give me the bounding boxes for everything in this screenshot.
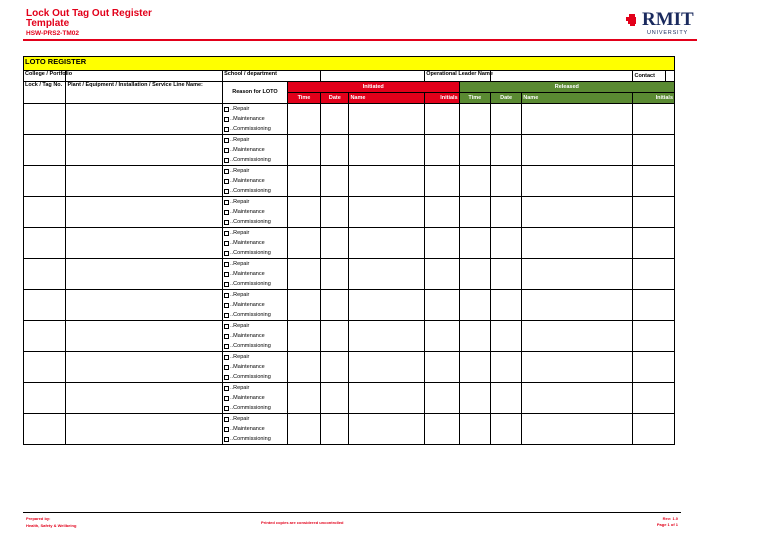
initiated-initials-cell[interactable] [425,135,459,166]
document-code: HSW-PRS2-TM02 [26,30,79,37]
reason-option [224,310,286,320]
reason-option-label: ..Commissioning [230,188,271,194]
reason-option [224,414,286,424]
initiated-name-header: Name [349,93,425,104]
reason-checkbox[interactable] [224,437,229,442]
reason-cell [223,321,288,352]
initiated-name-cell[interactable] [349,321,425,352]
plant-equipment-cell[interactable] [66,228,223,259]
initiated-date-cell[interactable] [321,352,349,383]
lock-tag-cell[interactable] [24,414,66,445]
reason-checkbox[interactable] [224,375,229,380]
initiated-date-cell[interactable] [321,383,349,414]
initiated-time-cell[interactable] [287,104,320,135]
released-initials-cell[interactable] [633,197,675,228]
college-portfolio-field[interactable] [66,71,223,82]
reason-option-label: ..Commissioning [230,436,271,442]
reason-checkbox[interactable] [224,324,229,329]
released-name-cell[interactable] [522,290,633,321]
reason-cell [223,197,288,228]
plant-equipment-cell[interactable] [66,135,223,166]
reason-option-label: ..Commissioning [230,312,271,318]
reason-checkbox[interactable] [224,169,229,174]
reason-option-label: ..Repair [230,106,250,112]
reason-cell [223,352,288,383]
reason-option-label: ..Repair [230,385,250,391]
released-time-cell[interactable] [459,228,490,259]
released-date-cell[interactable] [490,166,521,197]
register-title: LOTO REGISTER [24,57,675,71]
released-initials-cell[interactable] [633,321,675,352]
reason-option-label: ..Maintenance [230,209,265,215]
college-portfolio-label: College / Portfolio [24,71,66,82]
reason-checkbox[interactable] [224,148,229,153]
initiated-name-cell[interactable] [349,290,425,321]
register-row [24,414,675,445]
operational-leader-label: Operational Leader Name [425,71,491,82]
initiated-name-cell[interactable] [349,259,425,290]
register-row [24,290,675,321]
released-time-cell[interactable] [459,383,490,414]
released-initials-cell[interactable] [633,104,675,135]
reason-option [224,124,286,134]
reason-option-label: ..Maintenance [230,147,265,153]
reason-option-label: ..Maintenance [230,364,265,370]
reason-checkbox[interactable] [224,138,229,143]
register-title-row [24,57,675,71]
plant-equipment-cell[interactable] [66,352,223,383]
initiated-date-cell[interactable] [321,104,349,135]
initiated-initials-cell[interactable] [425,104,459,135]
initiated-date-cell[interactable] [321,166,349,197]
reason-option-label: ..Commissioning [230,405,271,411]
register-info-row [24,71,675,82]
header-rule [23,39,697,41]
initiated-date-cell[interactable] [321,197,349,228]
reason-option [224,155,286,165]
plant-equipment-cell[interactable] [66,166,223,197]
reason-option [224,114,286,124]
document-title-line1: Lock Out Tag Out Register [26,8,152,19]
reason-checkbox[interactable] [224,344,229,349]
reason-checkbox[interactable] [224,355,229,360]
released-initials-cell[interactable] [633,166,675,197]
reason-option [224,176,286,186]
reason-option [224,331,286,341]
initiated-date-header: Date [321,93,349,104]
footer-page-number: Page 1 of 1 [656,522,678,527]
reason-option-label: ..Commissioning [230,281,271,287]
reason-option [224,352,286,362]
register-row [24,352,675,383]
reason-option-label: ..Repair [230,137,250,143]
reason-option [224,145,286,155]
plant-equipment-cell[interactable] [66,290,223,321]
document-title [26,9,152,29]
reason-option-label: ..Repair [230,354,250,360]
reason-checkbox[interactable] [224,386,229,391]
initiated-date-cell[interactable] [321,414,349,445]
reason-option [224,403,286,413]
reason-checkbox[interactable] [224,303,229,308]
reason-checkbox[interactable] [224,158,229,163]
reason-option [224,372,286,382]
reason-checkbox[interactable] [224,251,229,256]
column-header-row-1 [24,82,675,93]
released-name-cell[interactable] [522,104,633,135]
rmit-pixel-mark-icon [624,14,642,26]
released-header: Released [459,82,674,93]
reason-option [224,248,286,258]
released-time-cell[interactable] [459,352,490,383]
reason-option-label: ..Repair [230,230,250,236]
released-name-cell[interactable] [522,321,633,352]
reason-option-label: ..Commissioning [230,250,271,256]
reason-checkbox[interactable] [224,179,229,184]
reason-option-label: ..Repair [230,261,250,267]
lock-tag-cell[interactable] [24,321,66,352]
initiated-time-cell[interactable] [287,135,320,166]
reason-option-label: ..Commissioning [230,157,271,163]
released-name-header: Name [522,93,633,104]
operational-leader-field[interactable] [490,71,633,82]
reason-checkbox[interactable] [224,241,229,246]
reason-option [224,424,286,434]
initiated-name-cell[interactable] [349,166,425,197]
reason-option-label: ..Repair [230,292,250,298]
released-initials-cell[interactable] [633,352,675,383]
register-row [24,197,675,228]
lock-tag-cell[interactable] [24,259,66,290]
reason-option-label: ..Commissioning [230,374,271,380]
reason-checkbox[interactable] [224,210,229,215]
released-initials-cell[interactable] [633,383,675,414]
released-time-cell[interactable] [459,166,490,197]
released-time-cell[interactable] [459,414,490,445]
contact-field[interactable] [666,71,674,81]
initiated-date-cell[interactable] [321,228,349,259]
reason-option-label: ..Repair [230,168,250,174]
reason-checkbox[interactable] [224,282,229,287]
released-date-cell[interactable] [490,228,521,259]
reason-option [224,186,286,196]
footer-prepared-by: Health, Safety & Wellbeing [26,523,77,528]
plant-equipment-cell[interactable] [66,383,223,414]
reason-header: Reason for LOTO [223,82,288,104]
register-row [24,383,675,414]
released-name-cell[interactable] [522,383,633,414]
reason-option-label: ..Maintenance [230,116,265,122]
reason-option-label: ..Repair [230,416,250,422]
initiated-header: Initiated [287,82,459,93]
reason-checkbox[interactable] [224,107,229,112]
initiated-name-cell[interactable] [349,228,425,259]
initiated-time-cell[interactable] [287,290,320,321]
reason-option [224,166,286,176]
register-row [24,228,675,259]
reason-checkbox[interactable] [224,117,229,122]
reason-checkbox[interactable] [224,313,229,318]
initiated-date-cell[interactable] [321,259,349,290]
reason-option [224,279,286,289]
reason-checkbox[interactable] [224,272,229,277]
reason-option [224,383,286,393]
initiated-date-cell[interactable] [321,321,349,352]
reason-checkbox[interactable] [224,365,229,370]
released-name-cell[interactable] [522,135,633,166]
register-row [24,321,675,352]
reason-option [224,269,286,279]
reason-option-label: ..Maintenance [230,240,265,246]
reason-cell [223,290,288,321]
initiated-date-cell[interactable] [321,135,349,166]
reason-option [224,104,286,114]
reason-checkbox[interactable] [224,417,229,422]
reason-cell [223,259,288,290]
reason-checkbox[interactable] [224,396,229,401]
school-department-label: School / department [223,71,321,82]
initiated-name-cell[interactable] [349,414,425,445]
reason-option [224,197,286,207]
reason-option [224,217,286,227]
contact-label: Contact [633,71,666,81]
reason-checkbox[interactable] [224,406,229,411]
reason-checkbox[interactable] [224,220,229,225]
reason-cell [223,414,288,445]
reason-option [224,362,286,372]
released-time-cell[interactable] [459,290,490,321]
reason-option [224,228,286,238]
released-date-cell[interactable] [490,414,521,445]
released-time-cell[interactable] [459,197,490,228]
initiated-name-cell[interactable] [349,135,425,166]
released-time-cell[interactable] [459,321,490,352]
reason-checkbox[interactable] [224,262,229,267]
initiated-initials-cell[interactable] [425,166,459,197]
reason-option-label: ..Maintenance [230,178,265,184]
initiated-initials-cell[interactable] [425,228,459,259]
initiated-time-cell[interactable] [287,259,320,290]
released-date-cell[interactable] [490,135,521,166]
released-time-header: Time [459,93,490,104]
reason-checkbox[interactable] [224,200,229,205]
reason-option [224,393,286,403]
reason-option [224,238,286,248]
reason-option-label: ..Repair [230,323,250,329]
initiated-time-cell[interactable] [287,352,320,383]
reason-option-label: ..Maintenance [230,395,265,401]
reason-checkbox[interactable] [224,189,229,194]
reason-option [224,300,286,310]
released-date-cell[interactable] [490,290,521,321]
released-name-cell[interactable] [522,259,633,290]
reason-option-label: ..Repair [230,199,250,205]
lock-tag-cell[interactable] [24,290,66,321]
lock-tag-cell[interactable] [24,166,66,197]
reason-cell [223,383,288,414]
reason-option [224,207,286,217]
released-date-cell[interactable] [490,383,521,414]
released-initials-cell[interactable] [633,259,675,290]
register-row [24,104,675,135]
released-initials-cell[interactable] [633,228,675,259]
initiated-initials-cell[interactable] [425,321,459,352]
reason-option-label: ..Maintenance [230,271,265,277]
initiated-initials-cell[interactable] [425,290,459,321]
released-date-cell[interactable] [490,321,521,352]
reason-option-label: ..Commissioning [230,219,271,225]
reason-option-label: ..Maintenance [230,333,265,339]
initiated-name-cell[interactable] [349,383,425,414]
contact-field-wrap [633,71,675,82]
logo-wordmark: RMIT [642,9,694,30]
reason-checkbox[interactable] [224,334,229,339]
initiated-name-cell[interactable] [349,197,425,228]
initiated-date-cell[interactable] [321,290,349,321]
released-name-cell[interactable] [522,228,633,259]
reason-cell [223,228,288,259]
reason-cell [223,166,288,197]
reason-option-label: ..Maintenance [230,426,265,432]
initiated-name-cell[interactable] [349,352,425,383]
lock-tag-cell[interactable] [24,383,66,414]
lock-tag-cell[interactable] [24,104,66,135]
reason-checkbox[interactable] [224,231,229,236]
initiated-time-cell[interactable] [287,383,320,414]
footer-prepared-label: Prepared by: [26,516,51,521]
released-initials-header: Initials [633,93,675,104]
plant-equipment-header: Plant / Equipment / Installation / Service Line Name: [66,82,223,104]
rmit-logo [624,9,696,40]
reason-cell [223,104,288,135]
plant-equipment-cell[interactable] [66,414,223,445]
released-date-cell[interactable] [490,197,521,228]
released-initials-cell[interactable] [633,414,675,445]
register-row [24,259,675,290]
school-department-field[interactable] [321,71,425,82]
logo-university: UNIVERSITY [647,30,689,36]
initiated-initials-header: Initials [425,93,459,104]
initiated-name-cell[interactable] [349,104,425,135]
released-name-cell[interactable] [522,352,633,383]
released-time-cell[interactable] [459,135,490,166]
register-row [24,135,675,166]
reason-cell [223,135,288,166]
plant-equipment-cell[interactable] [66,259,223,290]
lock-tag-cell[interactable] [24,352,66,383]
reason-option-label: ..Commissioning [230,343,271,349]
initiated-initials-cell[interactable] [425,197,459,228]
reason-checkbox[interactable] [224,293,229,298]
released-initials-cell[interactable] [633,135,675,166]
lock-tag-cell[interactable] [24,228,66,259]
released-time-cell[interactable] [459,259,490,290]
plant-equipment-cell[interactable] [66,321,223,352]
initiated-initials-cell[interactable] [425,383,459,414]
reason-option [224,434,286,444]
reason-checkbox[interactable] [224,127,229,132]
reason-option [224,259,286,269]
reason-option-label: ..Commissioning [230,126,271,132]
released-name-cell[interactable] [522,197,633,228]
released-date-cell[interactable] [490,259,521,290]
plant-equipment-cell[interactable] [66,197,223,228]
lock-tag-cell[interactable] [24,197,66,228]
plant-equipment-cell[interactable] [66,104,223,135]
reason-option [224,341,286,351]
released-time-cell[interactable] [459,104,490,135]
released-initials-cell[interactable] [633,290,675,321]
initiated-initials-cell[interactable] [425,259,459,290]
footer-revision: Rev: 1.0 [662,516,678,521]
initiated-time-cell[interactable] [287,197,320,228]
register-row [24,166,675,197]
footer-rule [23,512,681,513]
released-date-header: Date [490,93,521,104]
released-name-cell[interactable] [522,414,633,445]
initiated-time-cell[interactable] [287,321,320,352]
initiated-time-cell[interactable] [287,166,320,197]
reason-option-label: ..Maintenance [230,302,265,308]
lock-tag-cell[interactable] [24,135,66,166]
reason-option [224,135,286,145]
reason-option [224,321,286,331]
reason-checkbox[interactable] [224,427,229,432]
lock-tag-header: Lock / Tag No. [24,82,66,104]
initiated-time-cell[interactable] [287,228,320,259]
loto-register-table [23,56,675,445]
initiated-initials-cell[interactable] [425,414,459,445]
initiated-initials-cell[interactable] [425,352,459,383]
released-date-cell[interactable] [490,104,521,135]
footer-uncontrolled-notice: Printed copies are considered uncontrolled [261,520,344,525]
initiated-time-header: Time [287,93,320,104]
released-date-cell[interactable] [490,352,521,383]
initiated-time-cell[interactable] [287,414,320,445]
document-title-line2: Template [26,18,70,29]
reason-option [224,290,286,300]
released-name-cell[interactable] [522,166,633,197]
